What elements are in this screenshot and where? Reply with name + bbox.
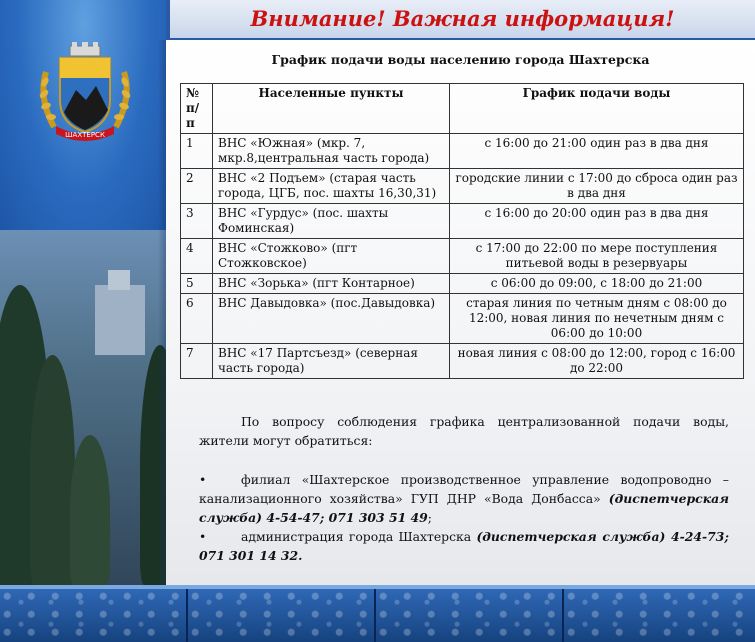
row-place: ВНС «Стожково» (пгт Стожковское): [213, 239, 450, 274]
row-number: 7: [181, 344, 213, 379]
bottom-water-band: [0, 585, 755, 642]
row-schedule: новая линия с 08:00 до 12:00, город с 16:00 до 22:00: [450, 344, 744, 379]
header-places: Населенные пункты: [213, 84, 450, 134]
row-place: ВНС Давыдовка» (пос.Давыдовка): [213, 294, 450, 344]
row-number: 3: [181, 204, 213, 239]
emblem-label: ШАХТЕРСК: [65, 131, 105, 139]
left-decorative-panel: [0, 0, 168, 585]
table-row: [181, 169, 744, 204]
row-number: 4: [181, 239, 213, 274]
water-schedule-table: [180, 83, 744, 379]
row-place: ВНС «Зорька» (пгт Контарное): [213, 274, 450, 294]
table-row: [181, 344, 744, 379]
contact-bullet-vodokanal: [199, 470, 729, 527]
bullet-tail: ;: [427, 510, 432, 525]
water-drops-tile: [376, 589, 564, 642]
dispatch-contact: (диспетчерская служба) 4-54-47; 071 303 51 49: [199, 491, 729, 525]
city-photo: [0, 230, 168, 585]
header-number: № п/ п: [181, 84, 213, 134]
row-schedule: с 06:00 до 09:00, с 18:00 до 21:00: [450, 274, 744, 294]
header-bar: [166, 0, 755, 40]
row-schedule: с 16:00 до 20:00 один раз в два дня: [450, 204, 744, 239]
building: [108, 270, 130, 290]
row-schedule: городские линии с 17:00 до сброса один раз в два дня: [450, 169, 744, 204]
header-schedule: График подачи воды: [450, 84, 744, 134]
dispatch-contact: (диспетчерская служба) 4-24-73; 071 301 14 32.: [199, 529, 729, 563]
row-number: 1: [181, 134, 213, 169]
table-row: [181, 204, 744, 239]
bullet-icon: •: [199, 472, 207, 487]
city-emblem-icon: [36, 42, 134, 142]
contact-bullet-administration: [199, 527, 729, 565]
row-number: 6: [181, 294, 213, 344]
water-drops-tile: [0, 589, 188, 642]
tree: [30, 355, 75, 585]
row-schedule: с 17:00 до 22:00 по мере поступления питьевой воды в резервуары: [450, 239, 744, 274]
water-drops-tile: [188, 589, 376, 642]
table-row: [181, 274, 744, 294]
bullet-text: администрация города Шахтерска: [241, 529, 472, 544]
table-row: [181, 239, 744, 274]
table-row: [181, 294, 744, 344]
water-drops-tile: [564, 589, 755, 642]
bullet-text: филиал «Шахтерское производственное управление водопроводно – канализационного хозяйства» ГУП ДНР «Вода Донбасса»: [199, 472, 729, 506]
document-panel: [166, 40, 755, 585]
row-place: ВНС «Южная» (мкр. 7, мкр.8,центральная часть города): [213, 134, 450, 169]
building: [95, 285, 145, 355]
page-title: Внимание! Важная информация!: [250, 6, 675, 31]
contact-intro-paragraph: По вопросу соблюдения графика централизованной подачи воды, жители могут обратиться:: [199, 414, 729, 448]
row-schedule: старая линия по четным дням с 08:00 до 12:00, новая линия по нечетным дням с 06:00 до 10:00: [450, 294, 744, 344]
row-schedule: с 16:00 до 21:00 один раз в два дня: [450, 134, 744, 169]
row-number: 2: [181, 169, 213, 204]
row-place: ВНС «Гурдус» (пос. шахты Фоминская): [213, 204, 450, 239]
document-title: График подачи воды населению города Шахтерска: [271, 52, 650, 67]
table-header-row: [181, 84, 744, 134]
row-place: ВНС «17 Партсъезд» (северная часть города): [213, 344, 450, 379]
tree: [70, 435, 110, 585]
row-number: 5: [181, 274, 213, 294]
table-row: [181, 134, 744, 169]
row-place: ВНС «2 Подъем» (старая часть города, ЦГБ, пос. шахты 16,30,31): [213, 169, 450, 204]
bullet-icon: •: [199, 529, 207, 544]
